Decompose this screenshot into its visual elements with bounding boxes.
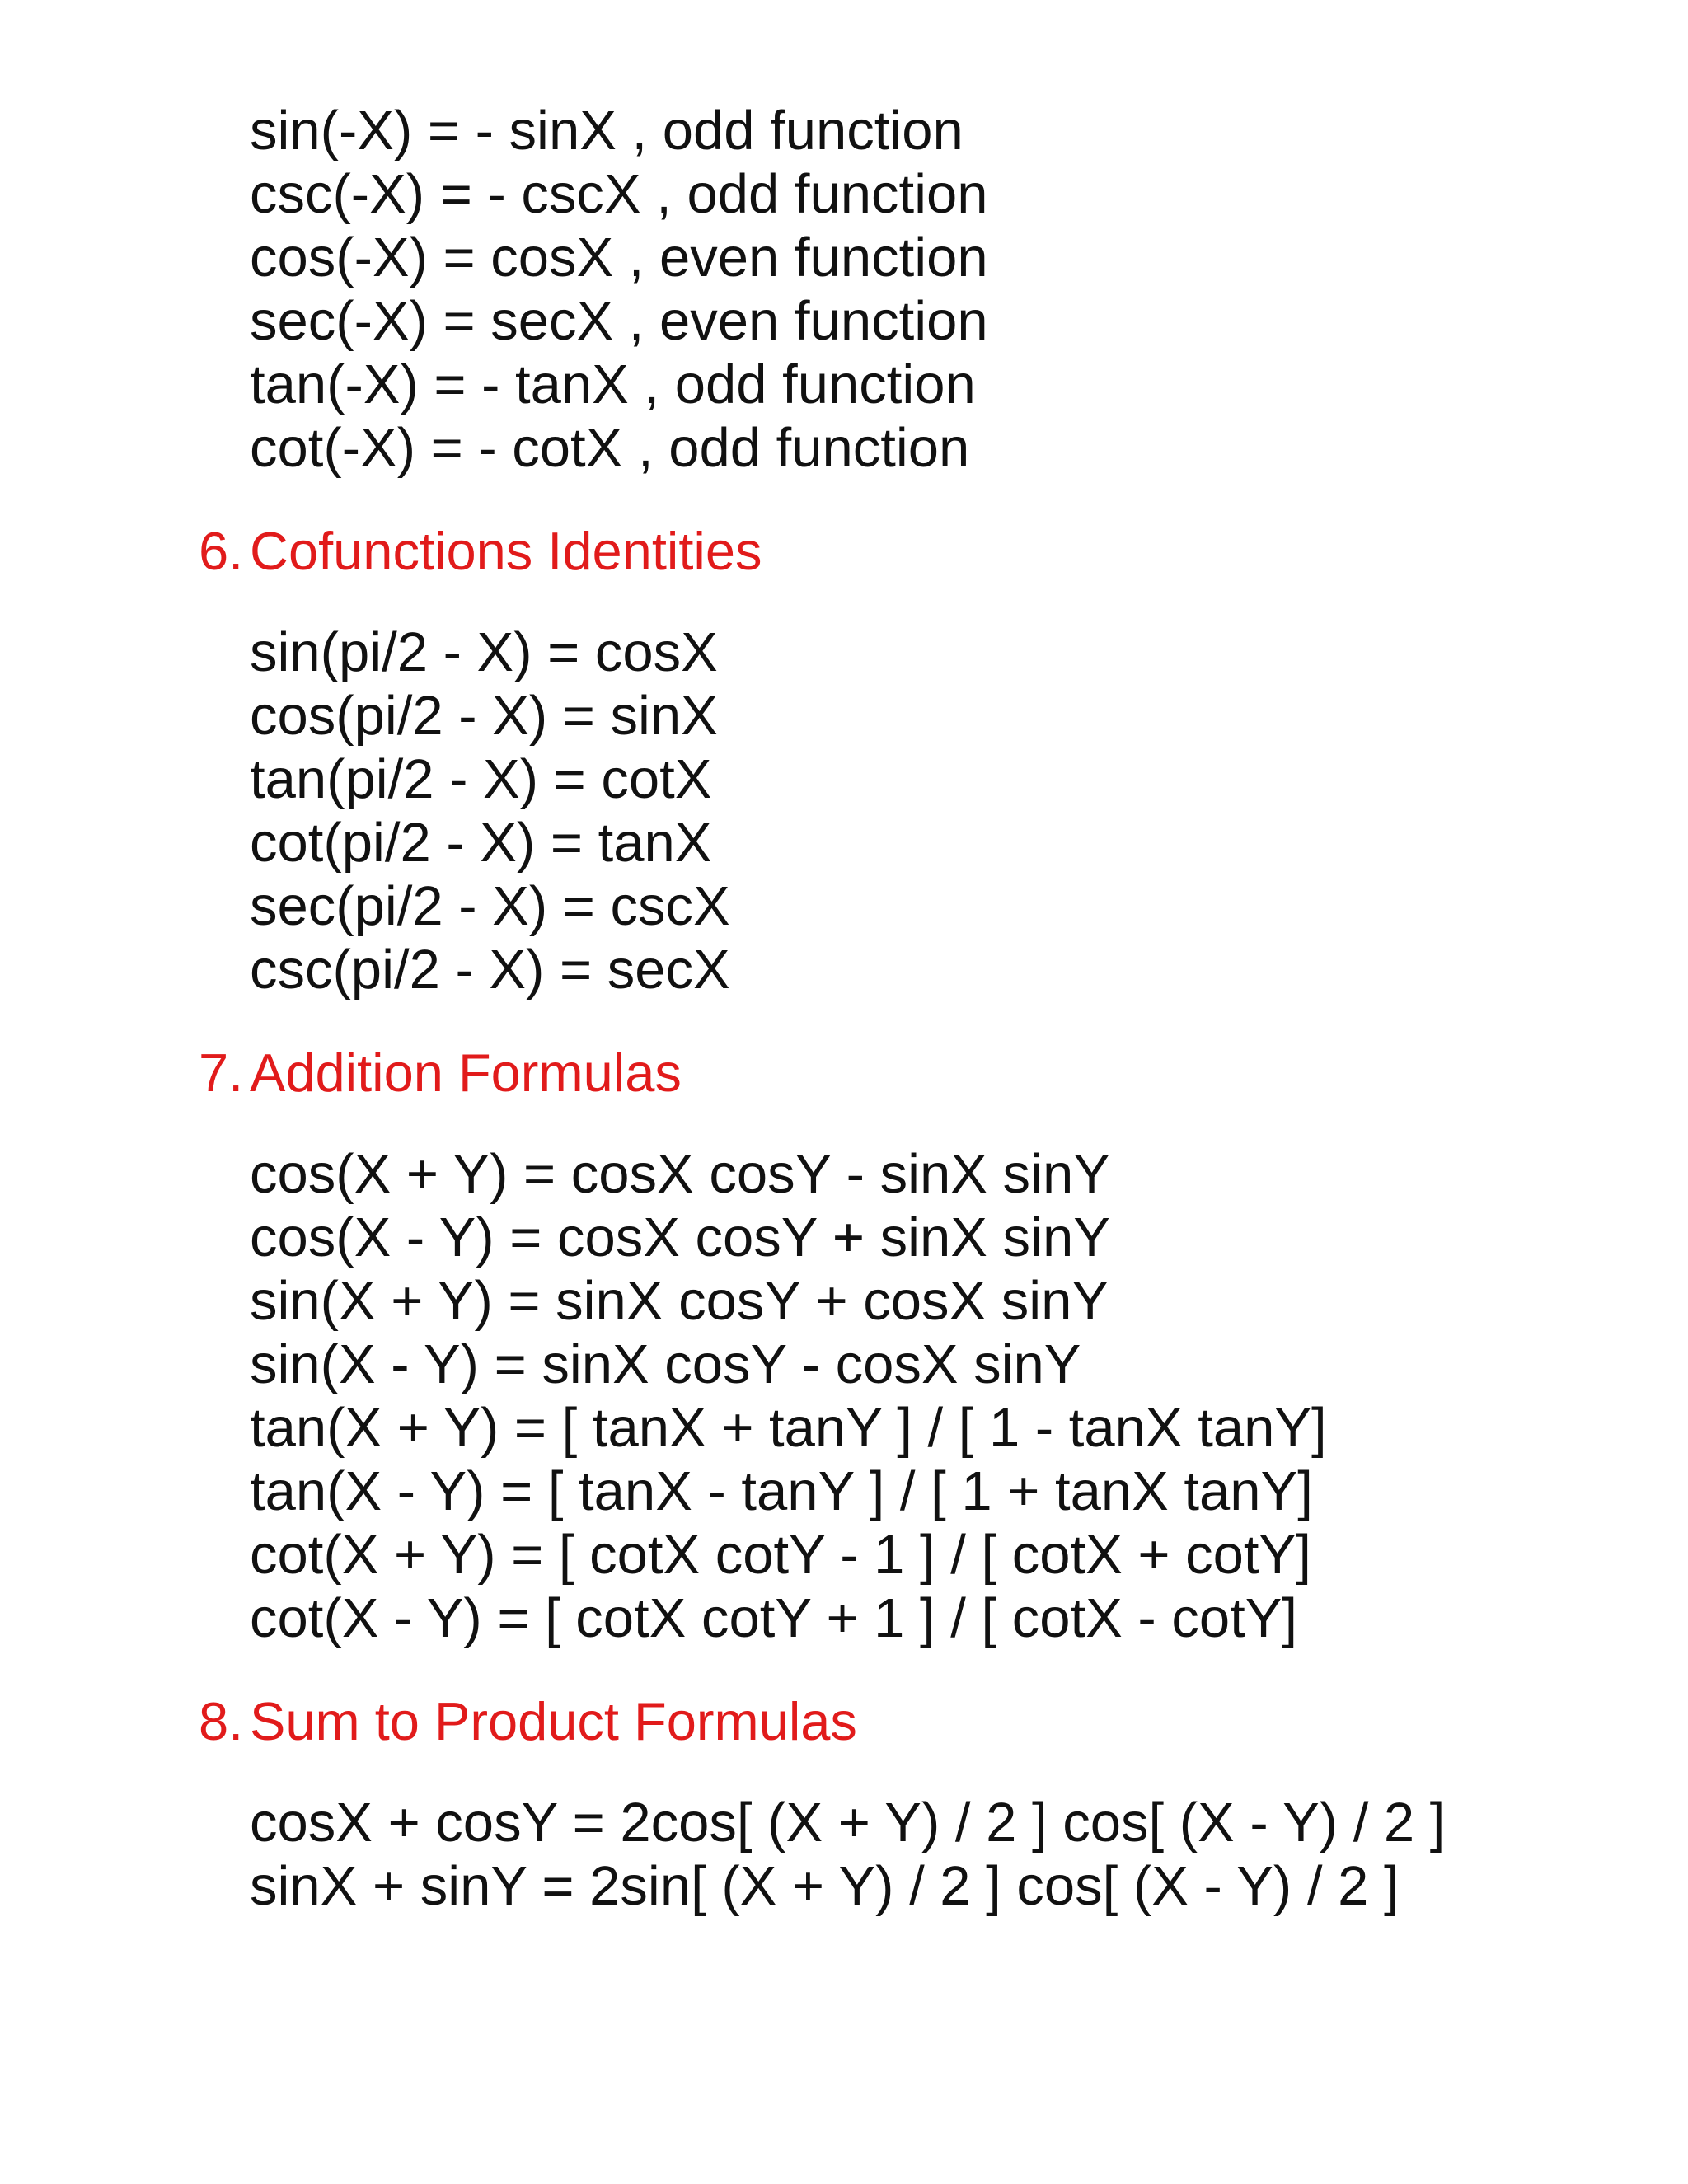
- parity-identity-cos: cos(-X) = cosX , even function: [250, 227, 988, 288]
- section-title: Sum to Product Formulas: [250, 1691, 857, 1751]
- parity-identity-sin: sin(-X) = - sinX , odd function: [250, 100, 964, 162]
- cofunction-identity-sec: sec(pi/2 - X) = cscX: [250, 875, 730, 937]
- cofunction-identity-sin: sin(pi/2 - X) = cosX: [250, 621, 718, 683]
- cofunction-identity-csc: csc(pi/2 - X) = secX: [250, 939, 730, 1001]
- parity-identity-tan: tan(-X) = - tanX , odd function: [250, 354, 976, 415]
- cofunction-identity-cos: cos(pi/2 - X) = sinX: [250, 685, 718, 747]
- section-number: 8.: [199, 1691, 244, 1751]
- addition-formula-cos-minus: cos(X - Y) = cosX cosY + sinX sinY: [250, 1207, 1110, 1268]
- section-number: 7.: [199, 1043, 244, 1103]
- addition-formulas-list: [250, 1142, 1327, 1650]
- sum-to-product-formulas-list: [250, 1791, 1445, 1918]
- section-heading-cofunctions: [199, 519, 762, 583]
- parity-identity-cot: cot(-X) = - cotX , odd function: [250, 417, 970, 479]
- section-title: Addition Formulas: [250, 1043, 682, 1103]
- cofunction-identity-tan: tan(pi/2 - X) = cotX: [250, 748, 712, 810]
- addition-formula-cos-plus: cos(X + Y) = cosX cosY - sinX sinY: [250, 1143, 1110, 1205]
- section-title: Cofunctions Identities: [250, 521, 762, 581]
- addition-formula-sin-minus: sin(X - Y) = sinX cosY - cosX sinY: [250, 1333, 1081, 1395]
- sum-to-product-formula-sin: sinX + sinY = 2sin[ (X + Y) / 2 ] cos[ (X - Y) / 2 ]: [250, 1855, 1400, 1917]
- addition-formula-tan-plus: tan(X + Y) = [ tanX + tanY ] / [ 1 - tanX tanY]: [250, 1397, 1327, 1459]
- parity-identity-sec: sec(-X) = secX , even function: [250, 290, 988, 352]
- addition-formula-cot-plus: cot(X + Y) = [ cotX cotY - 1 ] / [ cotX + cotY]: [250, 1524, 1311, 1586]
- section-number: 6.: [199, 521, 244, 581]
- sum-to-product-formula-cos: cosX + cosY = 2cos[ (X + Y) / 2 ] cos[ (X - Y) / 2 ]: [250, 1792, 1446, 1854]
- addition-formula-sin-plus: sin(X + Y) = sinX cosY + cosX sinY: [250, 1270, 1109, 1332]
- addition-formula-tan-minus: tan(X - Y) = [ tanX - tanY ] / [ 1 + tanX tanY]: [250, 1460, 1313, 1522]
- section-heading-sum-to-product: [199, 1690, 857, 1753]
- addition-formula-cot-minus: cot(X - Y) = [ cotX cotY + 1 ] / [ cotX - cotY]: [250, 1587, 1298, 1649]
- parity-identities-list: [250, 99, 988, 480]
- cofunction-identities-list: [250, 621, 730, 1001]
- cofunction-identity-cot: cot(pi/2 - X) = tanX: [250, 812, 712, 874]
- section-heading-addition: [199, 1041, 682, 1104]
- parity-identity-csc: csc(-X) = - cscX , odd function: [250, 163, 988, 225]
